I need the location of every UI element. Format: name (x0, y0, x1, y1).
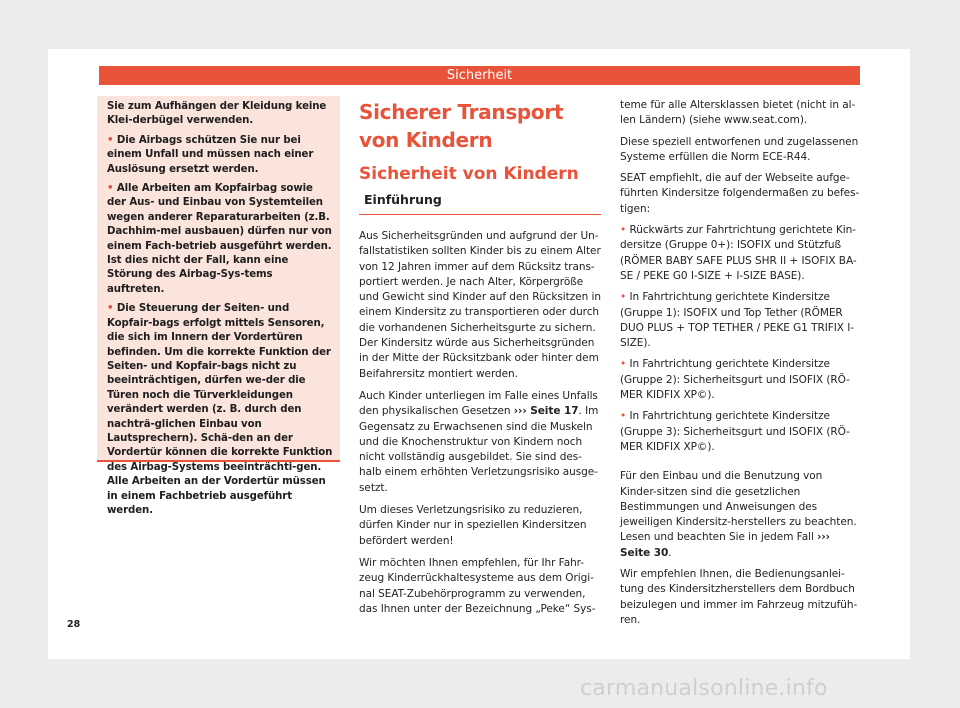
bullet-icon: • (620, 224, 627, 237)
warning-paragraph: Sie zum Aufhängen der Kleidung keine Klei-derbügel verwenden. (107, 101, 327, 127)
paragraph: Wir empfehlen Ihnen, die Bedienungsanlei-tung des Kindersitzherstellers dem Bordbuch beizulegen und immer im Fahrzeug mitzufüh-ren. (620, 568, 858, 626)
bullet-icon: • (620, 291, 627, 304)
paragraph: Diese speziell entworfenen und zugelassenen Systeme erfüllen die Norm ECE-R44. (620, 135, 859, 163)
page-number: 28 (67, 619, 81, 630)
column-middle (359, 98, 601, 624)
paragraph: Um dieses Verletzungsrisiko zu reduzieren, dürfen Kinder nur in speziellen Kindersitzen befördert werden! (359, 504, 587, 547)
bullet-icon: • (107, 183, 114, 195)
section-title: Sicherer Transport von Kindern (359, 100, 564, 152)
subsection-title: Einführung (359, 191, 601, 215)
body-text (359, 229, 601, 617)
list-item: • In Fahrtrichtung gerichtete Kindersitze (Gruppe 1): ISOFIX und Top Tether (RÖMER DUO PLUS + TOP TETHER / PEKE G1 TRIFIX I-SIZE). (620, 291, 854, 350)
bullet-icon: • (620, 358, 627, 371)
page-reference-link[interactable]: ››› Seite 30 (620, 531, 830, 559)
body-text (620, 98, 860, 628)
warning-paragraph: • Die Steuerung der Seiten- und Kopfair-bags erfolgt mittels Sensoren, die sich im Innern der Vordertüren befinden. Um die korrekte Funktion der Seiten- und Kopfair-bags nicht zu beeinträchtigen, dürfen we-der die Türen noch die Türverkleidungen verändert werden (z. B. durch den nachträ-glichen Einbau von Lautsprechern). Schä-den an der Vordertür können die korrekte Funktion des Airbag-Systems beeinträchti-gen. Alle Arbeiten an der Vordertür müssen in einem Fachbetrieb ausgeführt werden. (107, 303, 333, 516)
warning-paragraph: • Alle Arbeiten am Kopfairbag sowie der Aus- und Einbau von Systemteilen wegen anderer Reparaturarbeiten (z.B. Dachhim-mel ausbauen) dürfen nur von einem Fach-betrieb ausgeführt werden. Ist dies nicht der Fall, kann eine Störung des Airbag-Sys-tems auftreten. (107, 183, 332, 295)
paragraph: teme für alle Altersklassen bietet (nicht in al-len Ländern) (siehe www.seat.com). (620, 99, 856, 127)
page-reference-link[interactable]: ››› Seite 17 (513, 405, 579, 418)
paragraph: Wir möchten Ihnen empfehlen, für Ihr Fahr-zeug Kinderrückhaltesysteme aus dem Origi-nal SEAT-Zubehörprogramm zu verwenden, das Ihnen unter der Bezeichnung „Peke“ Sys- (359, 556, 596, 615)
bullet-icon: • (107, 303, 114, 315)
warning-paragraph: • Die Airbags schützen Sie nur bei einem Unfall und müssen nach einer Auslösung ersetzt werden. (107, 134, 314, 175)
list-item: • Rückwärts zur Fahrtrichtung gerichtete Kin-dersitze (Gruppe 0+): ISOFIX und Stützfuß (RÖMER BABY SAFE PLUS SHR II + ISOFIX BA-SE / PEKE G0 I-SIZE + I-SIZE BASE). (620, 224, 857, 282)
paragraph: SEAT empfiehlt, die auf der Webseite aufge-führten Kindersitze folgendermaßen zu befes-tigen: (620, 172, 860, 215)
paragraph: Für den Einbau und die Benutzung von Kinder-sitzen sind die gesetzlichen Bestimmungen und Anweisungen des jeweiligen Kindersitz-herstellers zu beachten. Lesen und beachten Sie in jedem Fall ››› Seite 30. (620, 470, 857, 559)
section-header: Sicherheit (99, 66, 860, 85)
bullet-icon: • (620, 410, 627, 423)
warning-box (97, 96, 340, 516)
section-subtitle: Sicherheit von Kindern (359, 164, 579, 184)
watermark: carmanualsonline.info (580, 676, 828, 701)
column-right (620, 98, 860, 634)
list-item: • In Fahrtrichtung gerichtete Kindersitze (Gruppe 2): Sicherheitsgurt und ISOFIX (RÖ-MER KIDFIX XP©). (620, 358, 850, 402)
paragraph: Aus Sicherheitsgründen und aufgrund der Un-fallstatistiken sollten Kinder bis zu einem Alter von 12 Jahren immer auf dem Rücksitz trans-portiert werden. Je nach Alter, Körpergröße und Gewicht sind Kinder auf den Rücksitzen in einem Kindersitz zu transportieren oder durch die vorhandenen Sicherheitsgurte zu sichern. Der Kindersitz würde aus Sicherheitsgründen in der Mitte der Rücksitzbank oder hinter dem Beifahrersitz montiert werden. (359, 230, 601, 380)
bullet-icon: • (107, 134, 114, 146)
paragraph: Auch Kinder unterliegen im Falle eines Unfalls den physikalischen Gesetzen ››› Seite 17. Im Gegensatz zu Erwachsenen sind die Muskeln und die Knochenstruktur von Kindern noch nicht vollständig ausgebildet. Sie sind des-halb einem erhöhten Verletzungsrisiko ausge-setzt. (359, 389, 599, 494)
list-item: • In Fahrtrichtung gerichtete Kindersitze (Gruppe 3): Sicherheitsgurt und ISOFIX (RÖ-MER KIDFIX XP©). (620, 410, 850, 453)
